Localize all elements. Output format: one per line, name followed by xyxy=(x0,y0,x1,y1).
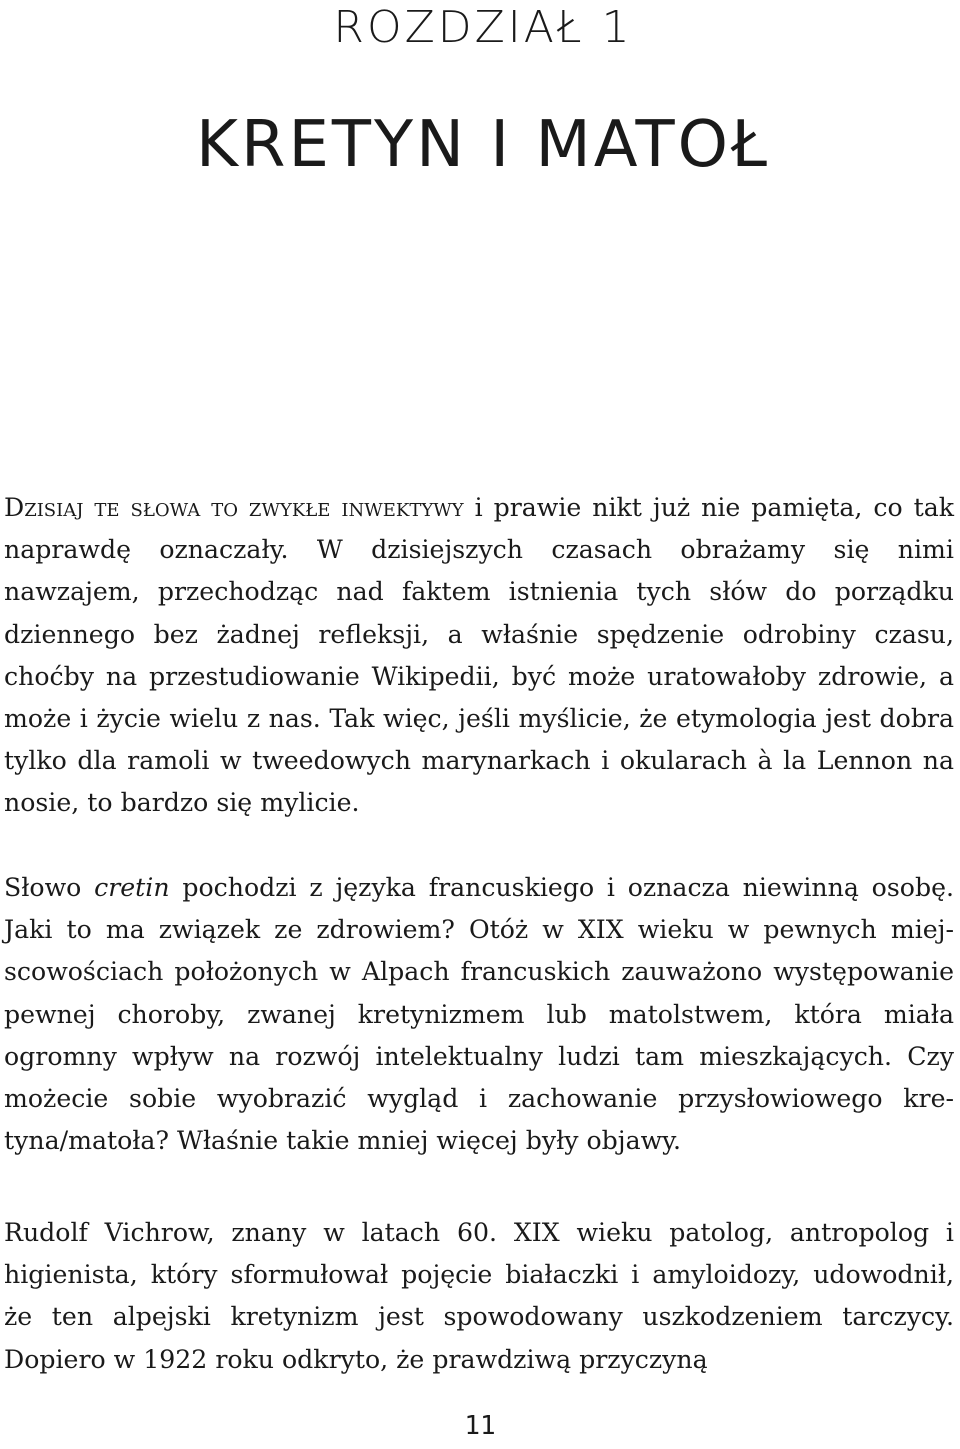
paragraph-2 xyxy=(4,867,954,1162)
paragraph-3-text: Rudolf Vichrow, znany w latach 60. XIX wieku patolog, antropolog i higienista, który sformułował pojęcie białaczki i amyloidozy, udowodnił, że ten alpejski kretynizm jest spowodowany uszkodzeniem tarczycy. Dopiero w 1922 roku odkryto, że prawdziwą przyczyną xyxy=(4,1218,954,1374)
paragraph-1 xyxy=(4,487,954,825)
paragraph-2-text-end: pochodzi z języka francuskiego i oznacza niewinną osobę. Jaki to ma związek ze zdrowiem? Otóż w XIX wieku w pewnych miejscowościach położonych w Alpach francuskich zauważono występowanie pewnej choroby, zwanej kretynizmem lub matolstwem, która miała ogromny wpływ na rozwój intelektualny ludzi tam mieszkających. Czy możecie sobie wyobrazić wygląd i zachowanie przysłowiowego kretyna/matoła? Właśnie takie mniej więcej były objawy. xyxy=(4,873,954,1156)
italic-term: cretin xyxy=(94,873,170,902)
page-number: 11 xyxy=(464,1411,496,1441)
paragraph-2-text-start: Słowo xyxy=(4,873,95,902)
chapter-title: KRETYN I MATOŁ xyxy=(196,108,770,182)
paragraph-lead-in: Dzisiaj te słowa to zwykłe inwektywy xyxy=(4,493,464,522)
paragraph-1-text: i prawie nikt już nie pamięta, co tak naprawdę oznaczały. W dzisiejszych czasach obrażamy się nimi nawzajem, przechodząc nad faktem istnienia tych słów do porządku dziennego bez żadnej refleksji, a właśnie spędzenie odrobiny czasu, choćby na przestudiowanie Wikipedii, być może uratowałoby zdrowie, a może i życie wielu z nas. Tak więc, jeśli myślicie, że etymologia jest dobra tylko dla ramoli w tweedowych marynarkach i okularach à la Lennon na nosie, to bardzo się mylicie. xyxy=(4,493,954,818)
paragraph-3 xyxy=(4,1212,954,1381)
chapter-number: ROZDZIAŁ 1 xyxy=(333,2,633,53)
